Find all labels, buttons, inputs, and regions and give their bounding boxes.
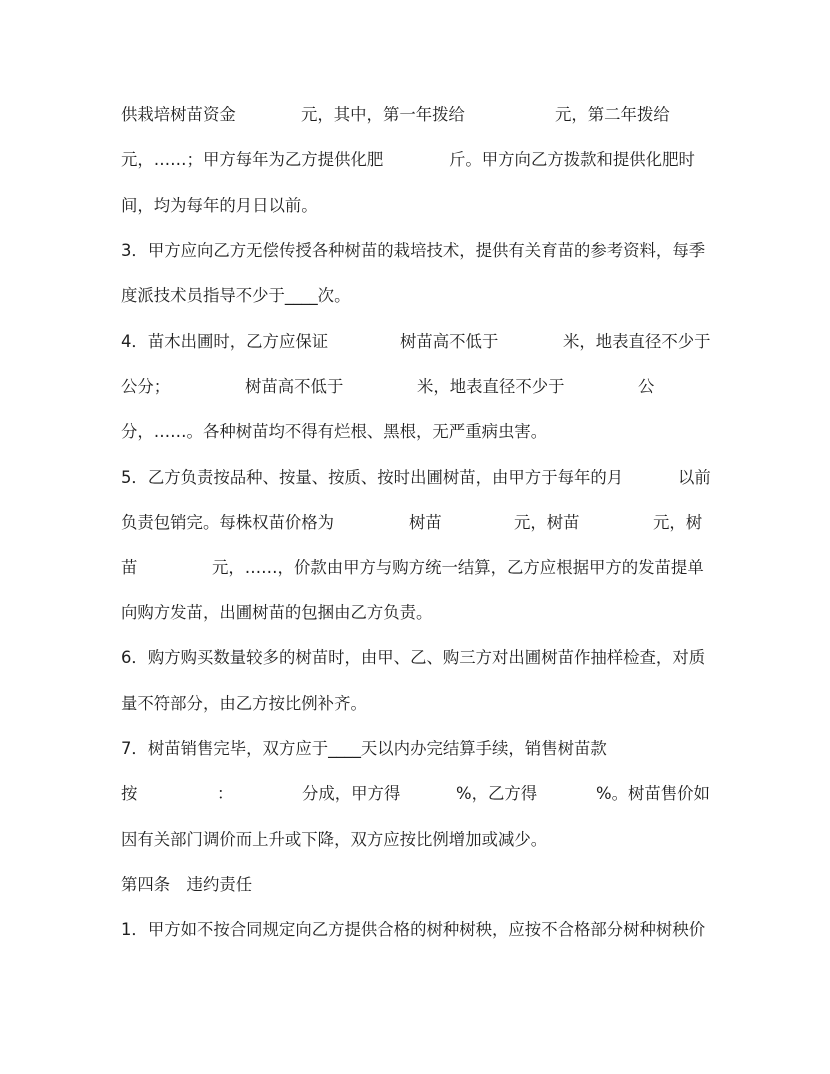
text-segment: 树苗高不低于 [245,377,344,396]
paragraph-line [0,692,830,716]
text-segment: 4．苗木出圃时，乙方应保证 [121,332,329,351]
paragraph-line [0,556,830,580]
text-segment: 分，……。各种树苗均不得有烂根、黑根，无严重病虫害。 [121,422,548,441]
text-segment: 负责包销完。每株权苗价格为 [121,513,335,532]
paragraph-line [0,782,830,806]
paragraph-line [0,511,830,535]
text-segment: 向购方发苗，出圃树苗的包捆由乙方负责。 [121,603,433,622]
paragraph-line [0,420,830,444]
text-segment: 3．甲方应向乙方无偿传授各种树苗的栽培技术，提供有关育苗的参考资料，每季 [121,241,706,260]
text-segment: 树苗 [409,513,442,532]
text-segment: 量不符部分，由乙方按比例补齐。 [121,694,367,713]
text-segment: 树苗高不低于 [400,332,499,351]
paragraph-line [0,828,830,852]
text-segment: 斤。甲方向乙方拨款和提供化肥时 [449,150,695,169]
paragraph-line [0,646,830,670]
paragraph-line [0,103,830,127]
text-segment: %，乙方得 [456,784,538,803]
paragraph-line [0,918,830,942]
text-segment: 供栽培树苗资金 [121,105,236,124]
text-segment: 元，……；甲方每年为乙方提供化肥 [121,150,384,169]
text-segment: 6．购方购买数量较多的树苗时，由甲、乙、购三方对出圃树苗作抽样检查，对质 [121,648,706,667]
text-segment: ： [217,784,234,803]
text-segment: 度派技术员指导不少于____次。 [121,286,351,305]
paragraph-line [0,466,830,490]
text-segment: 间，均为每年的月日以前。 [121,196,318,215]
paragraph-line [0,239,830,263]
paragraph-line [0,601,830,625]
text-segment: %。树苗售价如 [596,784,710,803]
text-segment: 元，其中，第一年拨给 [301,105,465,124]
text-segment: 因有关部门调价而上升或下降，双方应按比例增加或减少。 [121,830,548,849]
text-segment: 按 [121,784,138,803]
text-segment: 分成，甲方得 [302,784,401,803]
paragraph-line [0,330,830,354]
text-segment: 1．甲方如不按合同规定向乙方提供合格的树种树秧，应按不合格部分树种树秧价 [121,920,706,939]
text-segment: 公分； [121,377,171,396]
text-segment: 元，树 [653,513,703,532]
text-segment: 元，……，价款由甲方与购方统一结算，乙方应根据甲方的发苗提单 [212,558,704,577]
text-segment: 苗 [121,558,138,577]
paragraph-line [0,737,830,761]
text-segment: 米，地表直径不少于 [417,377,565,396]
text-segment: 以前 [678,468,711,487]
text-segment: 元，第二年拨给 [555,105,670,124]
paragraph-line [0,194,830,218]
paragraph-line [0,284,830,308]
text-segment: 元，树苗 [514,513,580,532]
section-heading [0,873,830,897]
paragraph-line [0,148,830,172]
text-segment: 米，地表直径不少于 [563,332,711,351]
text-segment: 第四条 违约责任 [121,875,253,894]
text-segment: 5．乙方负责按品种、按量、按质、按时出圃树苗，由甲方于每年的月 [121,468,624,487]
text-segment: 7．树苗销售完毕，双方应于____天以内办完结算手续，销售树苗款 [121,739,607,758]
text-segment: 公 [638,377,655,396]
paragraph-line [0,375,830,399]
